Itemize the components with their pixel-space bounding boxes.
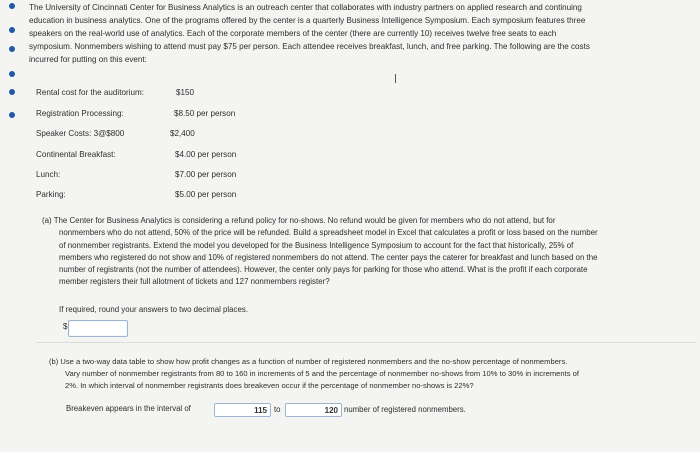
part-a-line: (a) The Center for Business Analytics is considering a refund policy for no-shows. No refund would be given for members who do not attend, but for <box>42 216 556 225</box>
cost-label: Speaker Costs: 3@$800 <box>36 129 125 138</box>
bullet-dot <box>9 112 15 118</box>
interval-high-input[interactable]: 120 <box>285 403 342 417</box>
part-a-line: number of registrants (not the number of attendees). However, the center only pays for parking for those who attend. What is the profit if each corporate <box>59 265 588 275</box>
cost-label: Parking: <box>36 190 66 199</box>
bullet-dot <box>9 71 15 77</box>
breakeven-label: Breakeven appears in the interval of <box>66 404 191 413</box>
bullet-dot <box>9 89 15 95</box>
cost-label: Lunch: <box>36 170 61 179</box>
cost-value: $5.00 per person <box>175 190 237 199</box>
part-a-question <box>42 215 692 289</box>
intro-line: education in business analytics. One of the programs offered by the center is a quarterly Business Intelligence Symposium. Each symposium features three <box>29 16 586 26</box>
to-word: to <box>274 405 281 414</box>
breakeven-tail: number of registered nonmembers. <box>344 405 466 414</box>
part-b-line: 2%. In which interval of nonmember registrants does breakeven occur if the percentage of nonmember no-shows is 22%? <box>65 381 474 390</box>
part-a-line: member registers their full allotment of tickets and 127 nonmembers register? <box>59 277 330 287</box>
cost-label: Rental cost for the auditorium: <box>36 88 144 97</box>
cost-value: $4.00 per person <box>175 150 237 159</box>
bullet-dot <box>9 27 15 33</box>
intro-line: The University of Cincinnati Center for Business Analytics is an outreach center that collaborates with industry partners on applied research and continuing <box>29 3 582 12</box>
bullet-dot <box>9 3 15 9</box>
intro-line: symposium. Nonmembers wishing to attend must pay $75 per person. Each attendee receives breakfast, lunch, and free parking. The following are the costs <box>29 42 590 52</box>
cost-label: Registration Processing: <box>36 109 124 118</box>
part-a-line: of nonmember registrants. Extend the model you developed for the Business Intelligence Symposium to account for the fact that historically, 25% of <box>59 240 574 250</box>
text-cursor <box>395 74 396 83</box>
profit-answer-input[interactable] <box>68 320 128 337</box>
currency-symbol: $ <box>63 322 68 331</box>
bullet-dot <box>9 46 15 52</box>
cost-label: Continental Breakfast: <box>36 150 116 159</box>
cost-value: $7.00 per person <box>175 170 237 179</box>
intro-line: speakers on the real-world use of analytics. Each of the corporate members of the center (there are currently 10) receives twelve free seats to each <box>29 29 557 39</box>
problem-intro <box>29 1 691 66</box>
part-b-question <box>49 356 689 392</box>
cost-value: $2,400 <box>170 129 195 138</box>
rounding-note: If required, round your answers to two decimal places. <box>59 305 249 314</box>
interval-low-input[interactable]: 115 <box>214 403 271 417</box>
part-b-line: Vary number of nonmember registrants from 80 to 160 in increments of 5 and the percentage of nonmember no-shows from 10% to 30% in increments of <box>65 369 579 378</box>
part-a-line: members who registered do not show and 10% of registered nonmembers do not attend. The center pays the caterer for breakfast and lunch based on the <box>59 252 598 262</box>
part-b-line: (b) Use a two-way data table to show how profit changes as a function of number of registered nonmembers and the no-show percentage of nonmembers. <box>49 357 568 366</box>
cost-value: $8.50 per person <box>174 109 236 118</box>
cost-value: $150 <box>176 88 195 97</box>
section-divider <box>36 342 696 343</box>
intro-line: incurred for putting on this event: <box>29 55 147 65</box>
part-a-line: nonmembers who do not attend, 50% of the price will be refunded. Build a spreadsheet model in Excel that calculates a profit or loss based on the number <box>59 228 598 238</box>
